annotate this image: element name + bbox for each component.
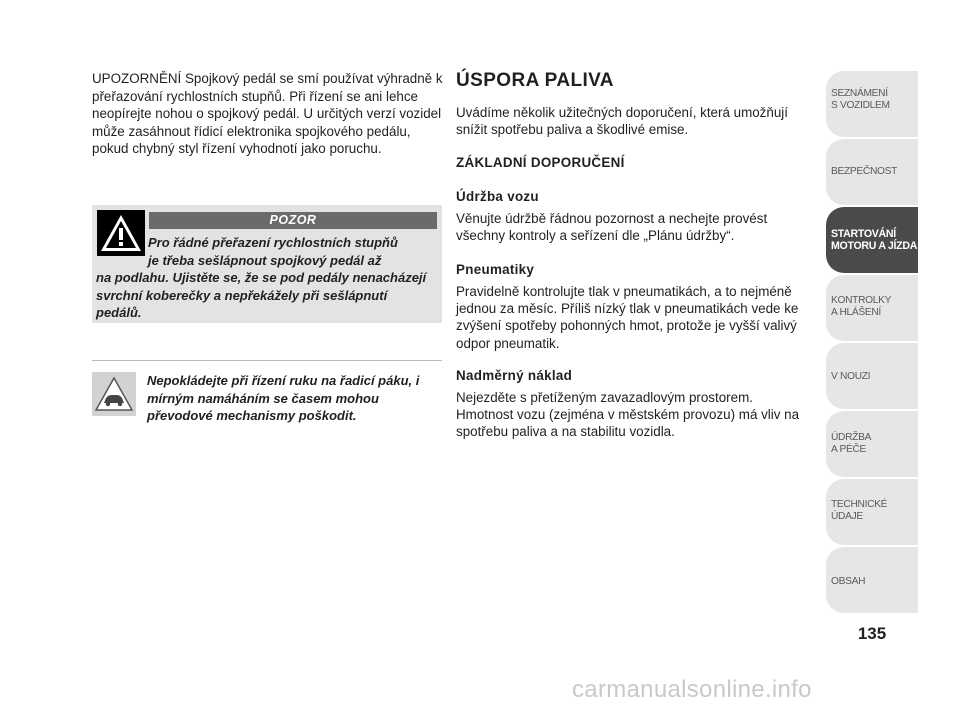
tab-label-line2: S VOZIDLEM [831,100,890,111]
tab-v-nouzi[interactable] [826,343,918,409]
maintenance-block [456,189,806,244]
tab-label-line2: A PÉČE [831,444,867,455]
tab-udrzba[interactable] [826,411,918,477]
car-icon [92,372,136,416]
tab-label-line2: MOTORU A JÍZDA [831,240,918,252]
section-title: ÚSPORA PALIVA [456,70,614,91]
tab-label-line1: OBSAH [831,576,866,587]
tab-label-line1: TECHNICKÉ [831,499,888,510]
tab-label-line1: BEZPEČNOST [831,166,898,177]
gear-lever-note: Nepokládejte při řízení ruku na řadicí páku, i mírným namáháním se časem mohou převodové mechanismy poškodit. [147,373,420,424]
load-text: Nejezděte s přetíženým zavazadlovým prostorem. Hmotnost vozu (zejména v městském provozu) má vliv na spotřebu paliva a na stabilitu vozidla. [456,390,800,440]
tab-technicke[interactable] [826,479,918,545]
pozor-rest: na podlahu. Ujistěte se, že se pod pedály nenacházejí svrchní koberečky a nepřekážely při sešlápnutí pedálů. [96,270,427,321]
load-block [456,368,806,441]
pozor-line-1: Pro řádné přeřazení rychlostních stupňů [148,235,398,250]
tab-label-line2: ÚDAJE [831,511,863,522]
clutch-warning-text: UPOZORNĚNÍ Spojkový pedál se smí používat výhradně k přeřazování rychlostních stupňů. Při řízení se ani lehce neopírejte nohou o spojkový pedál. U určitých verzí vozidel může zasáhnout řídicí elektronika spojkového pedálu, pokud chybný styl řízení vyhodnotí jako poruchu. [92,71,443,157]
maintenance-text: Věnujte údržbě řádnou pozornost a nechejte provést všechny kontroly a seřízení dle „Plánu údržby“. [456,211,768,244]
tab-bezpecnost[interactable] [826,139,918,205]
intro-text: Uvádíme několik užitečných doporučení, která umožňují snížit spotřebu paliva a škodlivé emise. [456,105,788,138]
tyres-block [456,262,806,352]
basic-heading-block [456,155,625,170]
watermark: carmanualsonline.info [572,676,812,703]
basic-heading: ZÁKLADNÍ DOPORUČENÍ [456,155,625,170]
tab-label-line1: SEZNÁMENÍ [831,88,888,99]
load-heading: Nadměrný náklad [456,368,573,383]
tab-kontrolky[interactable] [826,275,918,341]
tab-obsah[interactable] [826,547,918,613]
tab-startovani[interactable] [826,207,918,273]
intro-block [456,104,806,138]
pozor-text [96,234,436,322]
pozor-label: POZOR [149,212,437,229]
maintenance-heading: Údržba vozu [456,189,539,204]
page-number: 135 [857,624,887,643]
tab-label-line1: STARTOVÁNÍ [831,228,896,240]
pozor-line-2: je třeba sešlápnout spojkový pedál až [148,252,382,268]
tab-label-line1: ÚDRŽBA [831,432,872,443]
tab-label-line1: V NOUZI [831,371,871,382]
tab-label-line1: KONTROLKY [831,295,892,306]
tab-label-line2: A HLÁŠENÍ [831,307,881,318]
tyres-heading: Pneumatiky [456,262,535,277]
tyres-text: Pravidelně kontrolujte tlak v pneumatikách, a to nejméně jednou za měsíc. Příliš nízký tlak v pneumatikách vede ke zvýšení spotřeby pohonných hmot, protože je vyšší valivý odpor pneumatik. [456,284,799,351]
tab-seznameni[interactable] [826,71,918,137]
divider [92,360,442,361]
